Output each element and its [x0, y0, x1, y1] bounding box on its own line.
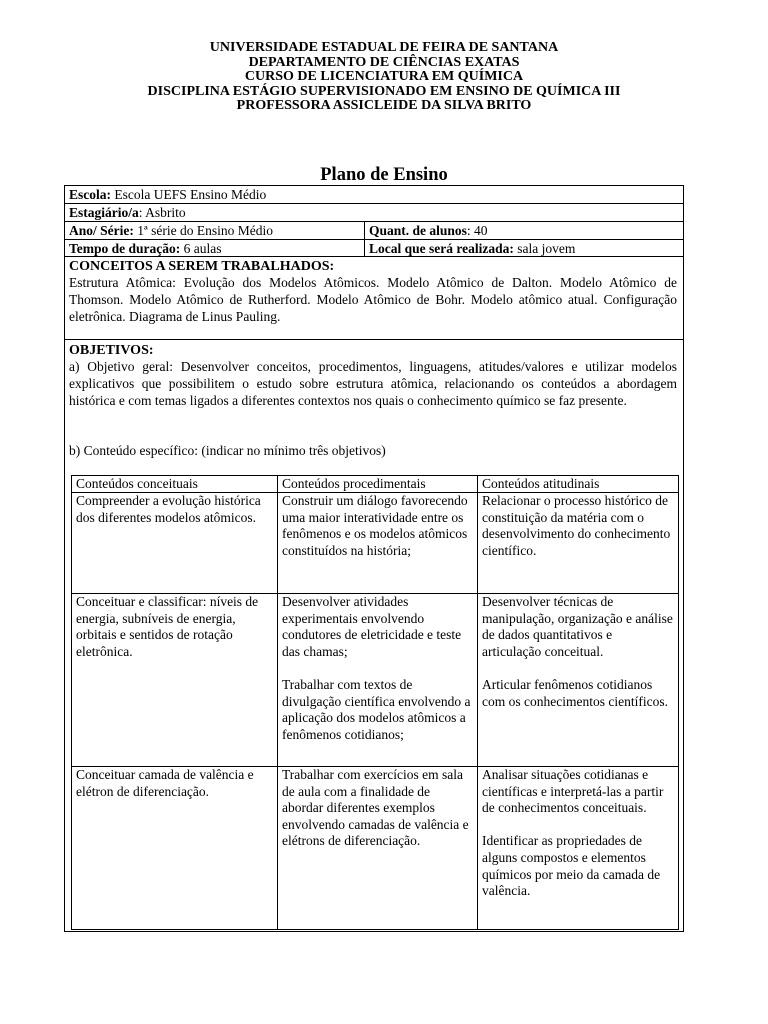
conceitos-text: Estrutura Atômica: Evolução dos Modelos Atômicos. Modelo Atômico de Dalton. Modelo Atômico de Thomson. Modelo Atômico de Rutherford. Modelo Atômico de Bohr. Modelo atômico atual. Configuração eletrônica. Diagrama de Linus Pauling. [69, 275, 677, 324]
conceitos-heading: CONCEITOS A SEREM TRABALHADOS: [69, 259, 335, 274]
ano-value: 1ª série do Ensino Médio [133, 223, 273, 238]
table-cell: Desenvolver atividades experimentais envolvendo condutores de eletricidade e teste das chamas; Trabalhar com textos de divulgação científica envolvendo a aplicação dos modelos atômicos a fenômenos cotidianos; [282, 594, 471, 742]
estagiario-value: : Asbrito [138, 205, 186, 220]
column-divider [277, 476, 278, 929]
quant-label: Quant. de alunos [369, 223, 467, 238]
table-cell: Desenvolver técnicas de manipulação, organização e análise de dados quantitativos e articulação conceitual. Articular fenômenos cotidianos com os conhecimentos científicos. [482, 594, 673, 709]
row-escola [65, 186, 683, 204]
plan-table [64, 185, 684, 932]
escola-label: Escola: [69, 187, 111, 202]
conteudo-especifico-text: b) Conteúdo específico: (indicar no mínimo três objetivos) [69, 443, 386, 458]
table-cell: Analisar situações cotidianas e científicas e interpretá-las a partir de conhecimentos conceituais. Identificar as propriedades de alguns compostos e elementos químicos por meio da camada de valência. [482, 767, 664, 899]
page-title: Plano de Ensino [320, 165, 448, 185]
conteudos-table [71, 475, 679, 930]
tempo-label: Tempo de duração: [69, 241, 181, 256]
objetivo-geral-text: a) Objetivo geral: Desenvolver conceitos, procedimentos, linguagens, atitudes/valores e utilizar modelos explicativos que possibilitem o estudo sobre estrutura atômica, relacionando os conteúdos a abordagem histórica e com temas ligados a diferentes contextos nos quais o conhecimento químico se faz presente. [69, 359, 677, 408]
header-conceituais: Conteúdos conceituais [76, 476, 198, 491]
table-cell: Conceituar e classificar: níveis de energia, subníveis de energia, orbitais e sentidos de rotação eletrônica. [76, 594, 259, 659]
estagiario-label: Estagiário/a [69, 205, 139, 220]
table-cell: Relacionar o processo histórico de constituição da matéria com o desenvolvimento do conhecimento científico. [482, 493, 671, 558]
document-header [0, 41, 768, 114]
local-label: Local que será realizada: [369, 241, 514, 256]
table-cell: Compreender a evolução histórica dos diferentes modelos atômicos. [76, 493, 261, 525]
objetivos-heading: OBJETIVOS: [69, 343, 154, 358]
table-row [72, 493, 678, 594]
tempo-value: 6 aulas [180, 241, 222, 256]
header-line-department: DEPARTAMENTO DE CIÊNCIAS EXATAS [248, 54, 520, 70]
header-atitudinais: Conteúdos atitudinais [482, 476, 600, 491]
header-procedimentais: Conteúdos procedimentais [282, 476, 426, 491]
header-line-discipline: DISCIPLINA ESTÁGIO SUPERVISIONADO EM ENSINO DE QUÍMICA III [147, 83, 621, 99]
table-cell: Trabalhar com exercícios em sala de aula com a finalidade de abordar diferentes exemplos envolvendo camadas de valência e elétrons de diferenciação. [282, 767, 469, 849]
header-line-professor: PROFESSORA ASSICLEIDE DA SILVA BRITO [236, 98, 532, 114]
table-cell: Conceituar camada de valência e elétron de diferenciação. [76, 767, 254, 799]
ano-label: Ano/ Série: [69, 223, 134, 238]
header-line-course: CURSO DE LICENCIATURA EM QUÍMICA [244, 69, 524, 85]
column-divider [477, 476, 478, 929]
quant-value: : 40 [466, 223, 488, 238]
row-ano-quant [65, 222, 683, 240]
local-value: sala jovem [513, 241, 576, 256]
section-conceitos [65, 257, 683, 340]
table-row [72, 767, 678, 929]
table-row [72, 594, 678, 767]
row-estagiario [65, 204, 683, 222]
row-tempo-local [65, 240, 683, 257]
conteudos-header-row [72, 476, 678, 493]
escola-value: Escola UEFS Ensino Médio [111, 187, 267, 202]
table-cell: Construir um diálogo favorecendo uma maior interatividade entre os fenômenos e os modelos atômicos constituídos na história; [282, 493, 468, 558]
header-line-university: UNIVERSIDADE ESTADUAL DE FEIRA DE SANTANA [209, 40, 559, 55]
